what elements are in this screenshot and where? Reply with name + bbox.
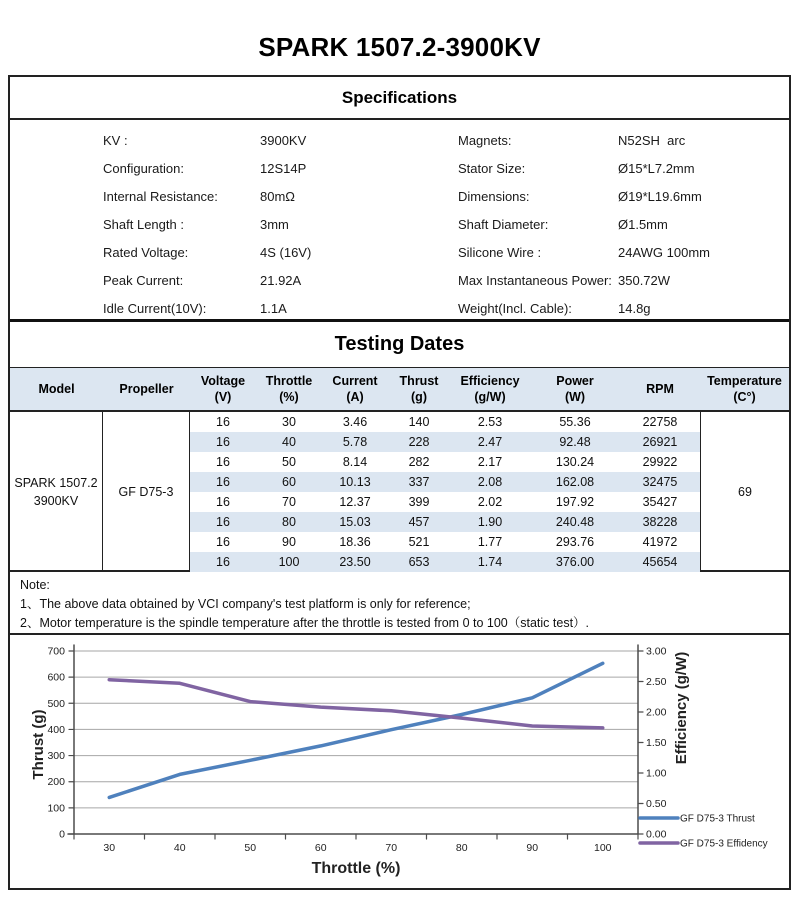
table-cell: 50 — [282, 455, 296, 469]
table-row — [190, 472, 700, 492]
table-cell: 8.14 — [342, 455, 368, 469]
table-cell: 16 — [216, 475, 230, 489]
spec-row — [10, 210, 789, 238]
table-cell: 90 — [282, 535, 296, 549]
table-cell: 457 — [408, 515, 430, 529]
y-axis-title-left: Thrust (g) — [30, 709, 47, 780]
table-cell: 60 — [282, 475, 296, 489]
spec-value: 350.72W — [618, 272, 671, 288]
table-cell: 100 — [278, 555, 300, 569]
spec-label: Stator Size: — [458, 160, 526, 176]
chart-section — [10, 635, 789, 887]
table-cell: 240.48 — [555, 515, 595, 529]
note-line: 1、The above data obtained by VCI company's test platform is only for reference; — [20, 597, 471, 611]
column-name: RPM — [646, 381, 674, 396]
table-row — [190, 532, 700, 552]
y-tick-label-left: 100 — [47, 802, 65, 815]
y-tick-label-left: 200 — [47, 776, 65, 789]
spec-value: Ø19*L19.6mm — [618, 188, 702, 204]
spec-label: Peak Current: — [103, 272, 184, 288]
note-title: Note: — [20, 578, 50, 592]
table-cell: 2.53 — [477, 415, 503, 429]
y-tick-label-right: 1.50 — [646, 737, 667, 749]
table-cell: 3.46 — [342, 415, 368, 429]
table-cell: 282 — [408, 455, 430, 469]
table-cell: 18.36 — [339, 535, 371, 549]
spec-label: Shaft Length : — [103, 216, 184, 232]
column-unit: (g/W) — [474, 390, 506, 404]
column-name: Power — [556, 373, 594, 388]
table-cell: 30 — [282, 415, 296, 429]
spec-label: KV : — [103, 132, 128, 148]
spec-row — [10, 238, 789, 266]
legend-label: GF D75-3 Effidency — [680, 838, 768, 850]
data-rows — [190, 412, 700, 572]
spec-row — [10, 126, 789, 154]
spec-label: Silicone Wire : — [458, 244, 542, 260]
spec-row — [10, 154, 789, 182]
column-header — [256, 368, 322, 410]
note-section — [10, 572, 789, 635]
propeller-cell — [103, 412, 190, 572]
testing-table-body — [10, 412, 789, 572]
table-cell: 1.90 — [477, 515, 503, 529]
model-line1: SPARK 1507.2 — [14, 476, 98, 490]
table-cell: 16 — [216, 435, 230, 449]
x-tick-label: 80 — [455, 842, 468, 854]
column-unit: (C°) — [733, 390, 756, 404]
table-cell: 337 — [408, 475, 430, 489]
column-header — [190, 368, 256, 410]
x-tick-label: 50 — [244, 842, 257, 854]
table-cell: 22758 — [642, 415, 678, 429]
spec-label: Configuration: — [103, 160, 184, 176]
y-axis-title-right: Efficiency (g/W) — [673, 651, 690, 765]
spec-label: Internal Resistance: — [103, 188, 218, 204]
spec-label: Max Instantaneous Power: — [458, 272, 612, 288]
series-gf-d75-3-effidency — [109, 680, 603, 728]
column-header — [700, 368, 789, 410]
table-cell: 2.02 — [477, 495, 503, 509]
table-row — [190, 552, 700, 572]
y-tick-label-right: 1.00 — [646, 767, 667, 780]
table-cell: 23.50 — [339, 555, 371, 569]
table-cell: 162.08 — [555, 475, 595, 489]
column-name: Current — [332, 373, 378, 388]
x-tick-label: 30 — [103, 842, 116, 854]
column-unit: (g) — [411, 390, 427, 404]
table-cell: 38228 — [642, 515, 678, 529]
model-line2: 3900KV — [33, 494, 79, 508]
spec-value: 24AWG 100mm — [618, 244, 710, 260]
spec-label: Dimensions: — [458, 188, 530, 204]
spec-label: Shaft Diameter: — [458, 216, 549, 232]
table-cell: 16 — [216, 515, 230, 529]
note-line: 2、Motor temperature is the spindle temperature after the throttle is tested from 0 to 100（static test）. — [20, 616, 590, 630]
column-header — [450, 368, 530, 410]
table-row — [190, 412, 700, 432]
spec-value: 4S (16V) — [260, 244, 312, 260]
table-cell: 130.24 — [555, 455, 595, 469]
table-cell: 140 — [408, 415, 430, 429]
table-cell: 1.77 — [477, 535, 503, 549]
y-tick-label-right: 0.00 — [646, 828, 667, 841]
table-cell: 5.78 — [342, 435, 368, 449]
table-cell: 55.36 — [559, 415, 591, 429]
table-cell: 197.92 — [555, 495, 595, 509]
table-row — [190, 452, 700, 472]
spec-value: 12S14P — [260, 160, 307, 176]
spec-body — [10, 120, 789, 322]
y-tick-label-left: 0 — [59, 828, 65, 841]
y-tick-label-left: 600 — [47, 671, 65, 684]
spec-row — [10, 266, 789, 294]
x-tick-label: 40 — [173, 842, 186, 854]
table-cell: 1.74 — [477, 555, 503, 569]
spec-label: Magnets: — [458, 132, 512, 148]
table-cell: 16 — [216, 415, 230, 429]
table-cell: 376.00 — [555, 555, 595, 569]
x-tick-label: 60 — [314, 842, 327, 854]
y-tick-label-left: 700 — [47, 645, 65, 658]
x-tick-label: 90 — [526, 842, 539, 854]
table-cell: 16 — [216, 495, 230, 509]
column-name: Thrust — [399, 373, 439, 388]
legend-label: GF D75-3 Thrust — [680, 813, 755, 825]
table-row — [190, 492, 700, 512]
table-cell: 16 — [216, 535, 230, 549]
propeller-value: GF D75-3 — [118, 485, 174, 499]
table-cell: 2.17 — [477, 455, 503, 469]
spec-value: 1.1A — [260, 300, 287, 316]
spec-label: Rated Voltage: — [103, 244, 189, 260]
table-cell: 70 — [282, 495, 296, 509]
table-cell: 521 — [408, 535, 430, 549]
column-header — [388, 368, 450, 410]
table-cell: 16 — [216, 555, 230, 569]
column-header — [530, 368, 620, 410]
document-frame — [8, 75, 791, 890]
thrust-efficiency-chart — [10, 636, 789, 886]
table-cell: 228 — [408, 435, 430, 449]
table-cell: 2.08 — [477, 475, 503, 489]
column-header — [103, 368, 190, 410]
spec-value: Ø15*L7.2mm — [618, 160, 695, 176]
table-cell: 16 — [216, 455, 230, 469]
spec-value: N52SH arc — [618, 132, 686, 148]
note-lines — [20, 595, 779, 633]
testing-dates-heading: Testing Dates — [334, 333, 465, 355]
table-cell: 92.48 — [559, 435, 591, 449]
y-tick-label-left: 500 — [47, 697, 65, 710]
table-cell: 41972 — [642, 535, 678, 549]
column-unit: (V) — [214, 390, 232, 404]
testing-table-header — [10, 367, 789, 412]
column-unit: (%) — [279, 390, 299, 404]
table-cell: 10.13 — [339, 475, 371, 489]
table-cell: 80 — [282, 515, 296, 529]
table-cell: 29922 — [642, 455, 678, 469]
spec-row — [10, 182, 789, 210]
spec-row — [10, 294, 789, 322]
x-tick-label: 70 — [385, 842, 398, 854]
y-tick-label-left: 400 — [47, 723, 65, 736]
spec-value: 21.92A — [260, 272, 302, 288]
x-axis-title: Throttle (%) — [311, 860, 401, 877]
column-name: Model — [38, 381, 75, 396]
model-cell — [10, 412, 103, 572]
column-name: Throttle — [265, 373, 313, 388]
column-unit: (A) — [346, 390, 364, 404]
x-tick-label: 100 — [593, 842, 612, 854]
table-cell: 293.76 — [555, 535, 595, 549]
table-cell: 2.47 — [477, 435, 503, 449]
table-cell: 15.03 — [339, 515, 371, 529]
table-cell: 26921 — [642, 435, 678, 449]
spec-value: 3mm — [260, 216, 289, 232]
table-cell: 12.37 — [339, 495, 371, 509]
y-tick-label-right: 3.00 — [646, 645, 667, 658]
spec-value: Ø1.5mm — [618, 216, 668, 232]
table-cell: 35427 — [642, 495, 678, 509]
column-header — [620, 368, 700, 410]
y-tick-label-left: 300 — [47, 750, 65, 763]
temperature-cell — [700, 412, 789, 572]
column-header — [322, 368, 388, 410]
table-row — [190, 512, 700, 532]
column-name: Propeller — [119, 381, 174, 396]
spec-label: Weight(Incl. Cable): — [458, 300, 572, 316]
table-cell: 40 — [282, 435, 296, 449]
page-title: SPARK 1507.2-3900KV — [258, 32, 541, 62]
spec-value: 80mΩ — [260, 188, 296, 204]
table-row — [190, 432, 700, 452]
table-cell: 45654 — [642, 555, 678, 569]
column-unit: (W) — [564, 390, 586, 404]
specifications-heading: Specifications — [10, 77, 789, 120]
spec-value: 3900KV — [260, 132, 307, 148]
table-cell: 399 — [408, 495, 430, 509]
column-name: Voltage — [200, 373, 246, 388]
y-tick-label-right: 2.50 — [646, 676, 667, 688]
y-tick-label-right: 0.50 — [646, 798, 667, 810]
temperature-value: 69 — [738, 485, 752, 499]
column-header — [10, 368, 103, 410]
table-cell: 653 — [408, 555, 430, 569]
column-name: Temperature — [707, 373, 782, 388]
y-tick-label-right: 2.00 — [646, 706, 667, 719]
table-cell: 32475 — [642, 475, 678, 489]
column-name: Efficiency — [460, 373, 520, 388]
spec-value: 14.8g — [618, 300, 651, 316]
spec-label: Idle Current(10V): — [103, 300, 207, 316]
